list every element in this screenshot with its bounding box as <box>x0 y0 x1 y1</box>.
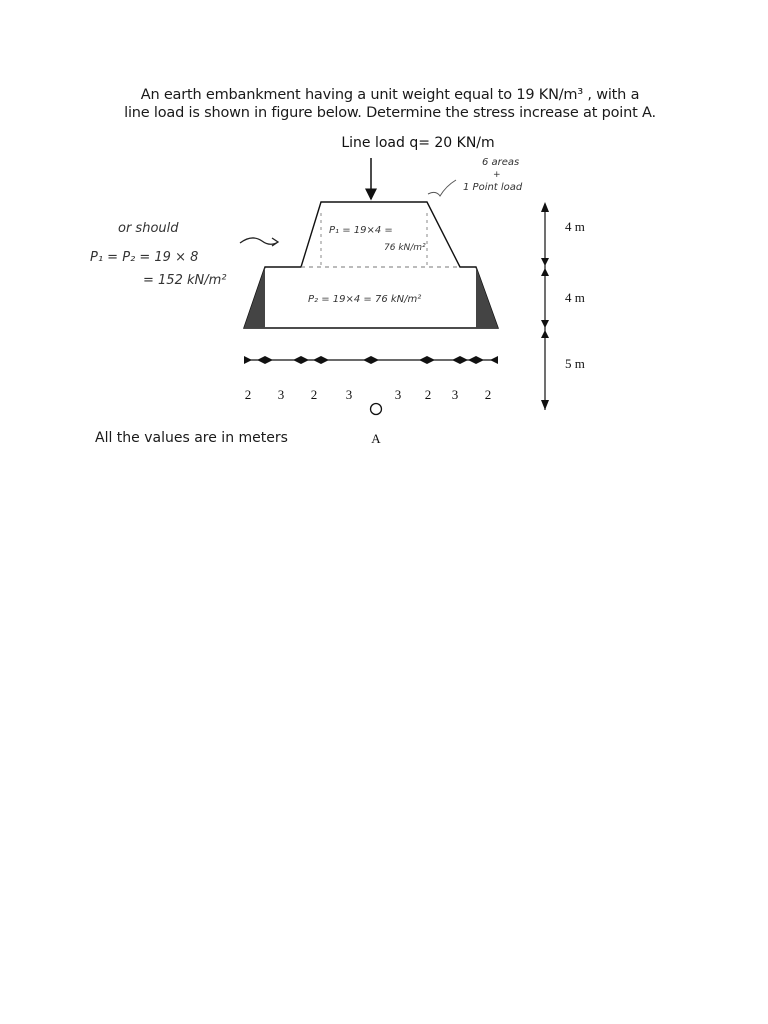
p1-label: P₁ = 19×4 = <box>329 225 393 236</box>
height-label-bottom: 5 m <box>565 356 585 371</box>
width-label: 2 <box>484 387 492 402</box>
width-label: 3 <box>345 387 353 402</box>
height-label-top: 4 m <box>565 219 585 234</box>
note-left-line-2: P₁ = P₂ = 19 × 8 <box>90 250 199 265</box>
problem-line-2: line load is shown in figure below. Determine the stress increase at point A. <box>124 105 656 121</box>
line-load-label: Line load q= 20 KN/m <box>341 135 495 151</box>
note-areas-line-2: 1 Point load <box>463 182 523 193</box>
width-label: 3 <box>277 387 285 402</box>
note-areas-line-1: 6 areas <box>482 157 520 168</box>
width-label: 2 <box>310 387 318 402</box>
p1-value: 76 kN/m² <box>384 243 426 253</box>
check-mark <box>428 180 456 196</box>
note-areas-plus: + <box>493 170 501 180</box>
height-arrow-top <box>541 202 549 212</box>
point-a-label: A <box>371 431 381 446</box>
units-footnote: All the values are in meters <box>95 430 288 446</box>
width-label: 3 <box>394 387 402 402</box>
problem-line-1: An earth embankment having a unit weight equal to 19 KN/m³ , with a <box>140 87 640 103</box>
note-left-line-3: = 152 kN/m² <box>143 273 227 288</box>
width-label: 2 <box>244 387 252 402</box>
width-label: 2 <box>424 387 432 402</box>
height-arrow-bottom <box>541 400 549 410</box>
p2-label: P₂ = 19×4 = 76 kN/m² <box>308 294 422 305</box>
point-a-marker <box>371 404 382 415</box>
squiggle-arrow <box>240 238 278 246</box>
height-label-middle: 4 m <box>565 290 585 305</box>
width-label: 3 <box>451 387 459 402</box>
note-left-line-1: or should <box>118 221 179 236</box>
embankment-outline <box>244 202 498 328</box>
